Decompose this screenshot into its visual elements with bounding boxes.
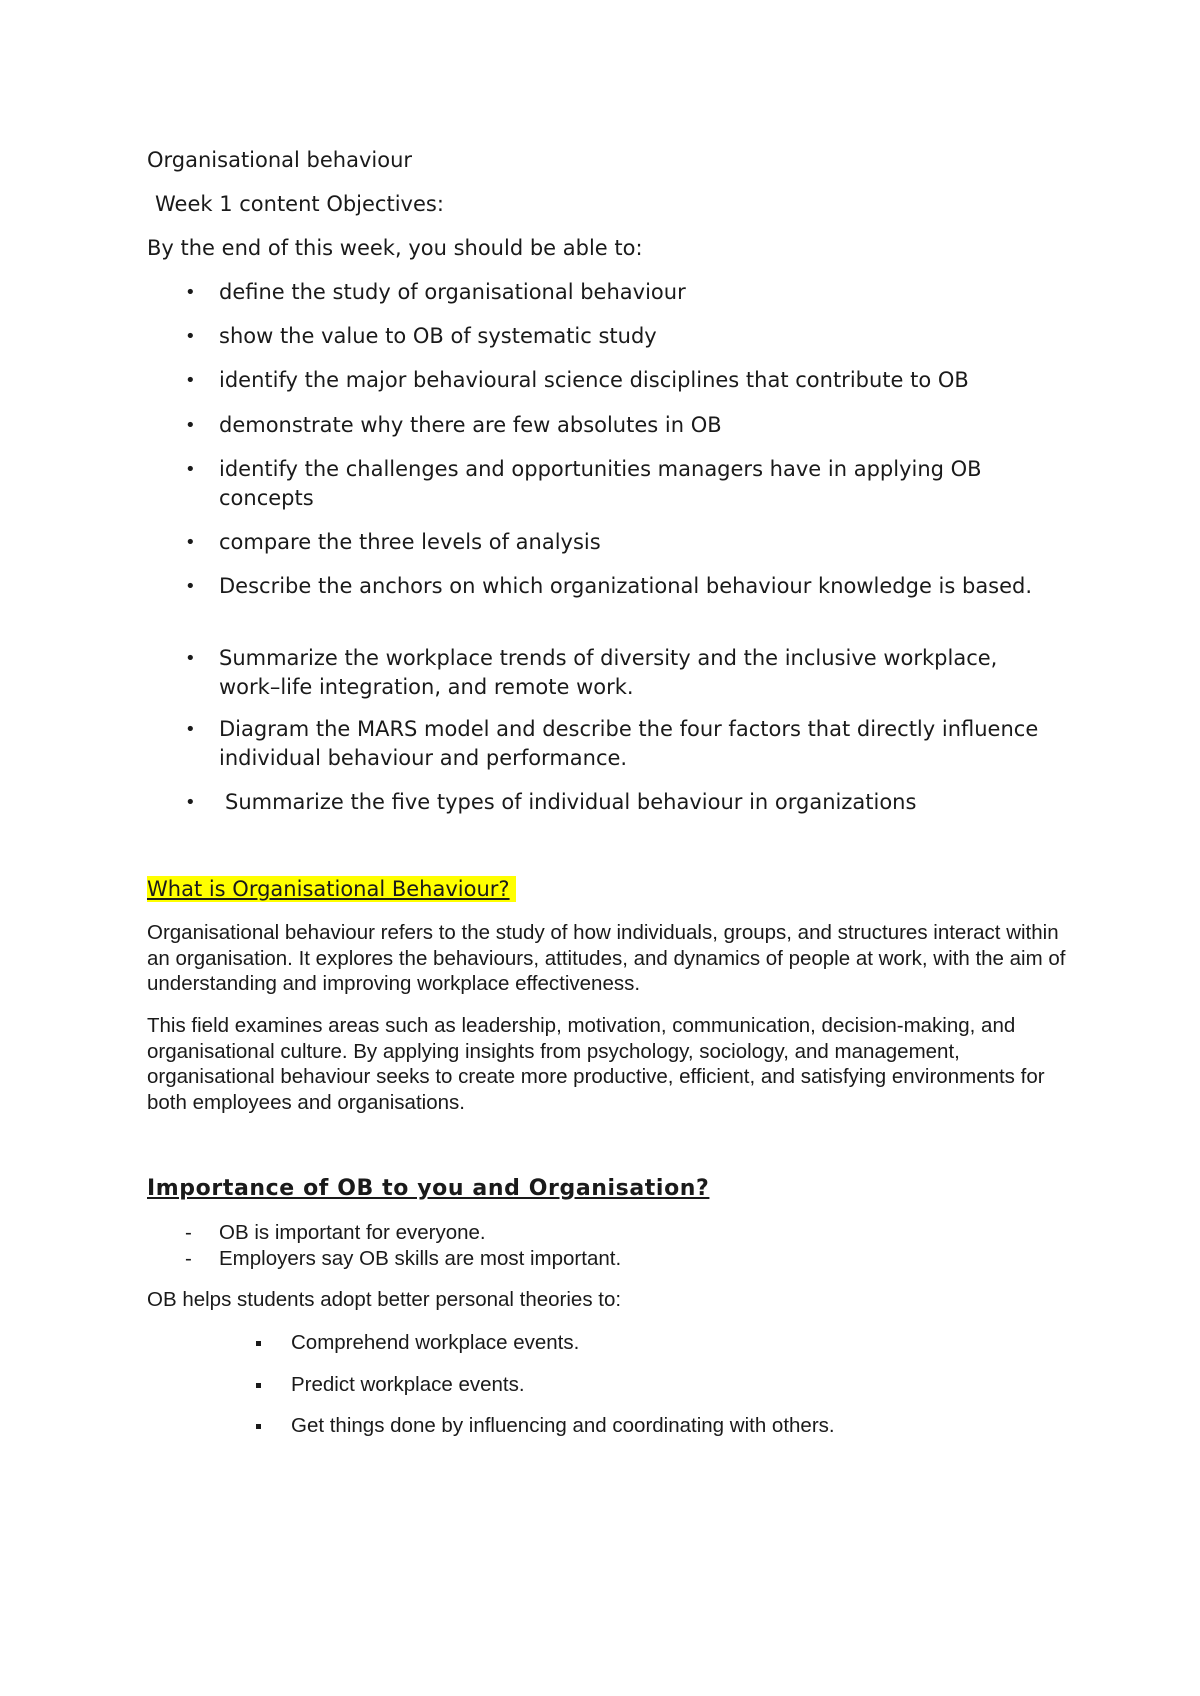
theory-item (256, 1330, 579, 1356)
theory-item (256, 1413, 835, 1439)
objective-text: Summarize the workplace trends of diversity and the inclusive workplace, work–life integration, and remote work. (219, 646, 998, 699)
importance-point (185, 1246, 621, 1272)
theories-lead-text: OB helps students adopt better personal theories to: (147, 1288, 622, 1311)
theory-item-text: Predict workplace events. (291, 1373, 525, 1396)
bullet-icon: • (185, 532, 196, 553)
bullet-icon: • (185, 792, 196, 813)
objective-text: compare the three levels of analysis (219, 530, 601, 554)
objective-item (185, 455, 1065, 513)
importance-point-text: Employers say OB skills are most important. (219, 1247, 622, 1270)
section-heading-importance: Importance of OB to you and Organisation? (147, 1176, 710, 1201)
bullet-icon: • (185, 576, 196, 597)
importance-point-text: OB is important for everyone. (219, 1221, 486, 1244)
objective-item (185, 411, 1065, 440)
document-title: Organisational behaviour (147, 148, 413, 172)
bullet-icon: • (185, 282, 196, 303)
week-objectives-heading: Week 1 content Objectives: (155, 192, 444, 216)
dash-marker: - (185, 1221, 192, 1244)
objective-item (185, 322, 1065, 351)
theory-item (256, 1372, 525, 1398)
objective-text: define the study of organisational behaviour (219, 280, 686, 304)
bullet-icon: • (185, 415, 196, 436)
theory-item-text: Get things done by influencing and coordinating with others. (291, 1414, 835, 1437)
objective-text: Summarize the five types of individual behaviour in organizations (225, 790, 917, 814)
bullet-icon: • (185, 648, 196, 669)
objective-text: Diagram the MARS model and describe the four factors that directly influence individual behaviour and performance. (219, 717, 1039, 770)
objective-item (185, 366, 1065, 395)
objective-text: show the value to OB of systematic study (219, 324, 657, 348)
bullet-icon: • (185, 370, 196, 391)
bullet-icon: • (185, 459, 196, 480)
bullet-icon: • (185, 326, 196, 347)
objective-text: demonstrate why there are few absolutes in OB (219, 413, 722, 437)
objective-item (185, 715, 1065, 773)
objective-item (185, 788, 1065, 817)
objective-text: Describe the anchors on which organizational behaviour knowledge is based. (219, 574, 1033, 598)
objective-item (185, 644, 1065, 702)
objective-text: identify the major behavioural science disciplines that contribute to OB (219, 368, 969, 392)
definition-paragraph: Organisational behaviour refers to the study of how individuals, groups, and structures interact within an organisation. It explores the behaviours, attitudes, and dynamics of people at work, with the aim of understanding and improving workplace effectiveness. (147, 921, 1066, 995)
objective-text: identify the challenges and opportunities managers have in applying OB concepts (219, 457, 982, 510)
objective-item (185, 528, 1065, 557)
square-bullet-icon (256, 1424, 261, 1429)
objective-item (185, 278, 1065, 307)
section-heading-what-is-ob: What is Organisational Behaviour? (147, 876, 516, 902)
intro-text: By the end of this week, you should be able to: (147, 236, 643, 260)
objective-item (185, 572, 1065, 601)
field-paragraph: This field examines areas such as leadership, motivation, communication, decision-making, and organisational culture. By applying insights from psychology, sociology, and management, organisational behaviour seeks to create more productive, efficient, and satisfying environments for both employees and organisations. (147, 1014, 1045, 1114)
importance-point (185, 1220, 486, 1246)
bullet-icon: • (185, 719, 196, 740)
square-bullet-icon (256, 1341, 261, 1346)
square-bullet-icon (256, 1383, 261, 1388)
theory-item-text: Comprehend workplace events. (291, 1331, 580, 1354)
dash-marker: - (185, 1247, 192, 1270)
